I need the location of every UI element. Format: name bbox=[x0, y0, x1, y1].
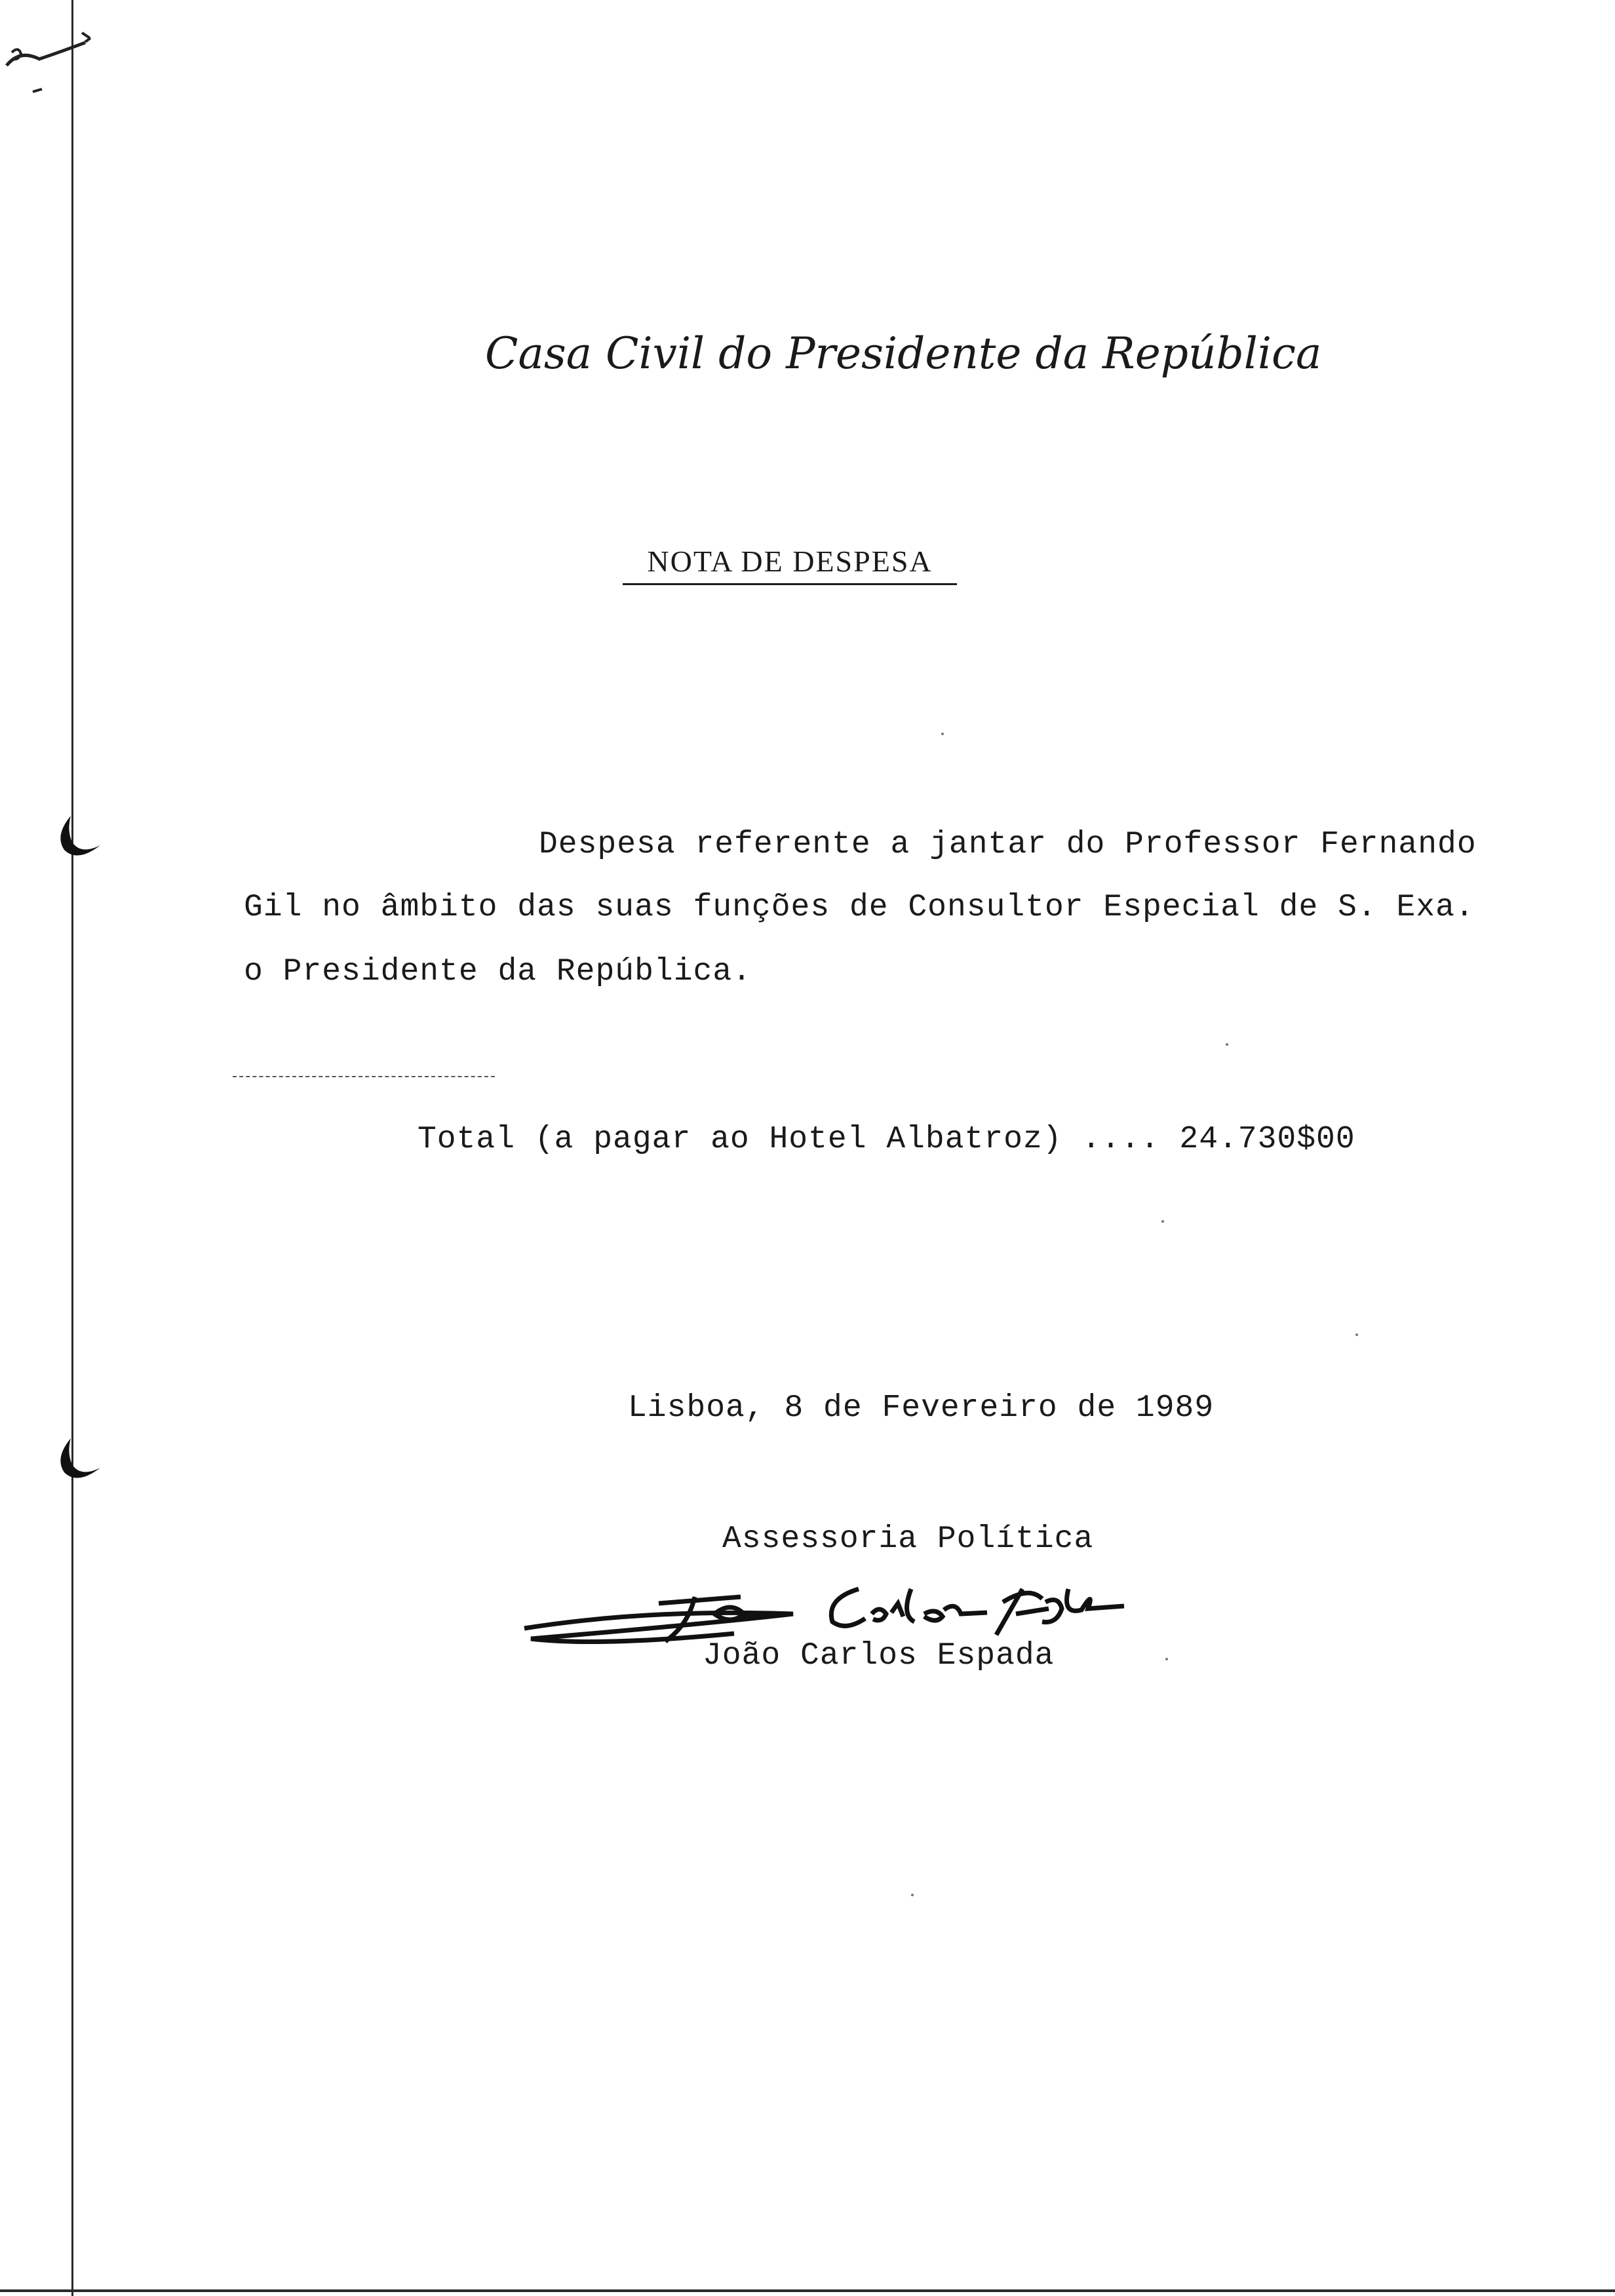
corner-scribble-mark bbox=[0, 13, 125, 98]
body-line-2: Gil no âmbito das suas funções de Consultor Especial de S. Exa. bbox=[244, 890, 1475, 925]
scan-speck bbox=[1226, 1043, 1228, 1046]
signatory-name: João Carlos Espada bbox=[703, 1638, 1055, 1674]
date-line: Lisboa, 8 de Fevereiro de 1989 bbox=[628, 1390, 1215, 1426]
punch-hole-mark bbox=[51, 1432, 110, 1491]
letterhead-text: Casa Civil do Presidente da República bbox=[485, 328, 1322, 379]
document-title: NOTA DE DESPESA bbox=[647, 545, 933, 578]
title-underline bbox=[623, 583, 957, 585]
scan-speck bbox=[941, 733, 944, 735]
scan-speck bbox=[911, 1894, 914, 1896]
scan-speck bbox=[1165, 1658, 1168, 1660]
body-line-3: o Presidente da República. bbox=[244, 954, 752, 989]
bottom-scan-edge bbox=[0, 2289, 1615, 2292]
scan-speck bbox=[1355, 1333, 1358, 1336]
scan-speck bbox=[1161, 1220, 1164, 1223]
punch-hole-mark bbox=[51, 809, 110, 868]
left-binding-edge bbox=[71, 0, 73, 2296]
total-line: Total (a pagar ao Hotel Albatroz) .... 24.730$00 bbox=[418, 1122, 1355, 1157]
body-line-1: Despesa referente a jantar do Professor Fernando bbox=[539, 827, 1477, 862]
separator-rule bbox=[233, 1076, 495, 1077]
department-label: Assessoria Política bbox=[722, 1521, 1094, 1557]
letterhead bbox=[485, 308, 1322, 393]
